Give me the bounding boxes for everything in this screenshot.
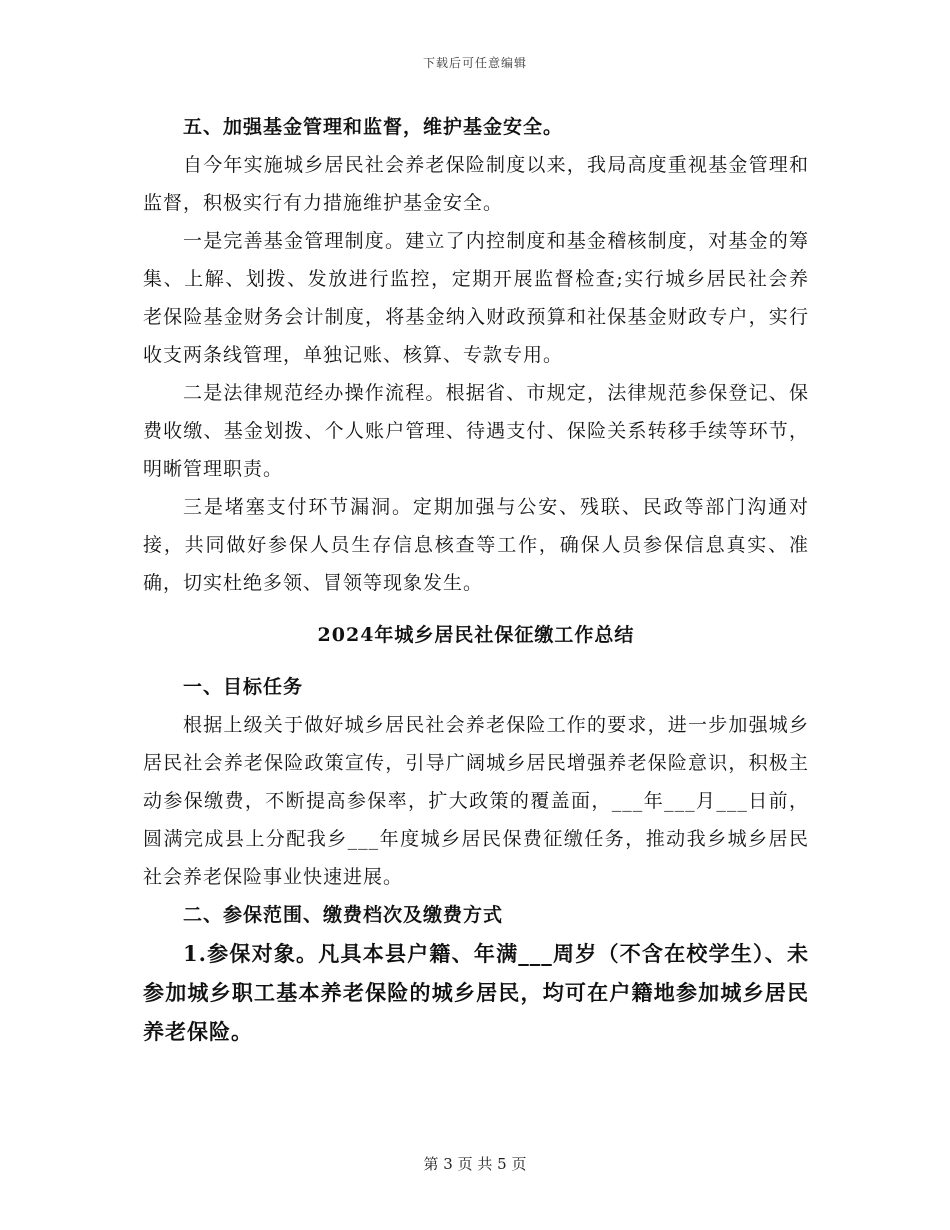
paragraph-fund-intro: 自今年实施城乡居民社会养老保险制度以来，我局高度重视基金管理和监督，积极实行有力措施维护基金安全。 <box>143 154 809 214</box>
paragraph-participants: 1.参保对象。凡具本县户籍、年满___周岁（不含在校学生）、未参加城乡职工基本养老保险的城乡居民，均可在户籍地参加城乡居民养老保险。 <box>143 941 809 1044</box>
document-title: 2024年城乡居民社保征缴工作总结 <box>317 624 635 646</box>
paragraph-fund-system: 一是完善基金管理制度。建立了内控制度和基金稽核制度，对基金的筹集、上解、划拨、发放进行监控，定期开展监督检查;实行城乡居民社会养老保险基金财务会计制度，将基金纳入财政预算和社保基金财政专户，实行收支两条线管理，单独记账、核算、专款专用。 <box>143 230 809 366</box>
section-heading-scope: 二、参保范围、缴费档次及缴费方式 <box>183 904 504 926</box>
page-number: 第 3 页 共 5 页 <box>423 1155 527 1173</box>
paragraph-procedures: 二是法律规范经办操作流程。根据省、市规定，法律规范参保登记、保费收缴、基金划拨、个人账户管理、待遇支付、保险关系转移手续等环节，明晰管理职责。 <box>143 382 809 480</box>
paragraph-goals: 根据上级关于做好城乡居民社会养老保险工作的要求，进一步加强城乡居民社会养老保险政策宣传，引导广阔城乡居民增强养老保险意识，积极主动参保缴费，不断提高参保率，扩大政策的覆盖面，___年___月___日前，圆满完成县上分配我乡___年度城乡居民保费征缴任务，推动我乡城乡居民社会养老保险事业快速进展。 <box>143 714 809 888</box>
section-heading-goals: 一、目标任务 <box>183 676 304 698</box>
paragraph-loopholes: 三是堵塞支付环节漏洞。定期加强与公安、残联、民政等部门沟通对接，共同做好参保人员生存信息核查等工作，确保人员参保信息真实、准确，切实杜绝多领、冒领等现象发生。 <box>143 496 809 594</box>
document-body <box>143 108 809 1051</box>
section-heading-five: 五、加强基金管理和监督，维护基金安全。 <box>183 116 564 138</box>
page-header-note: 下载后可任意编辑 <box>422 56 527 70</box>
